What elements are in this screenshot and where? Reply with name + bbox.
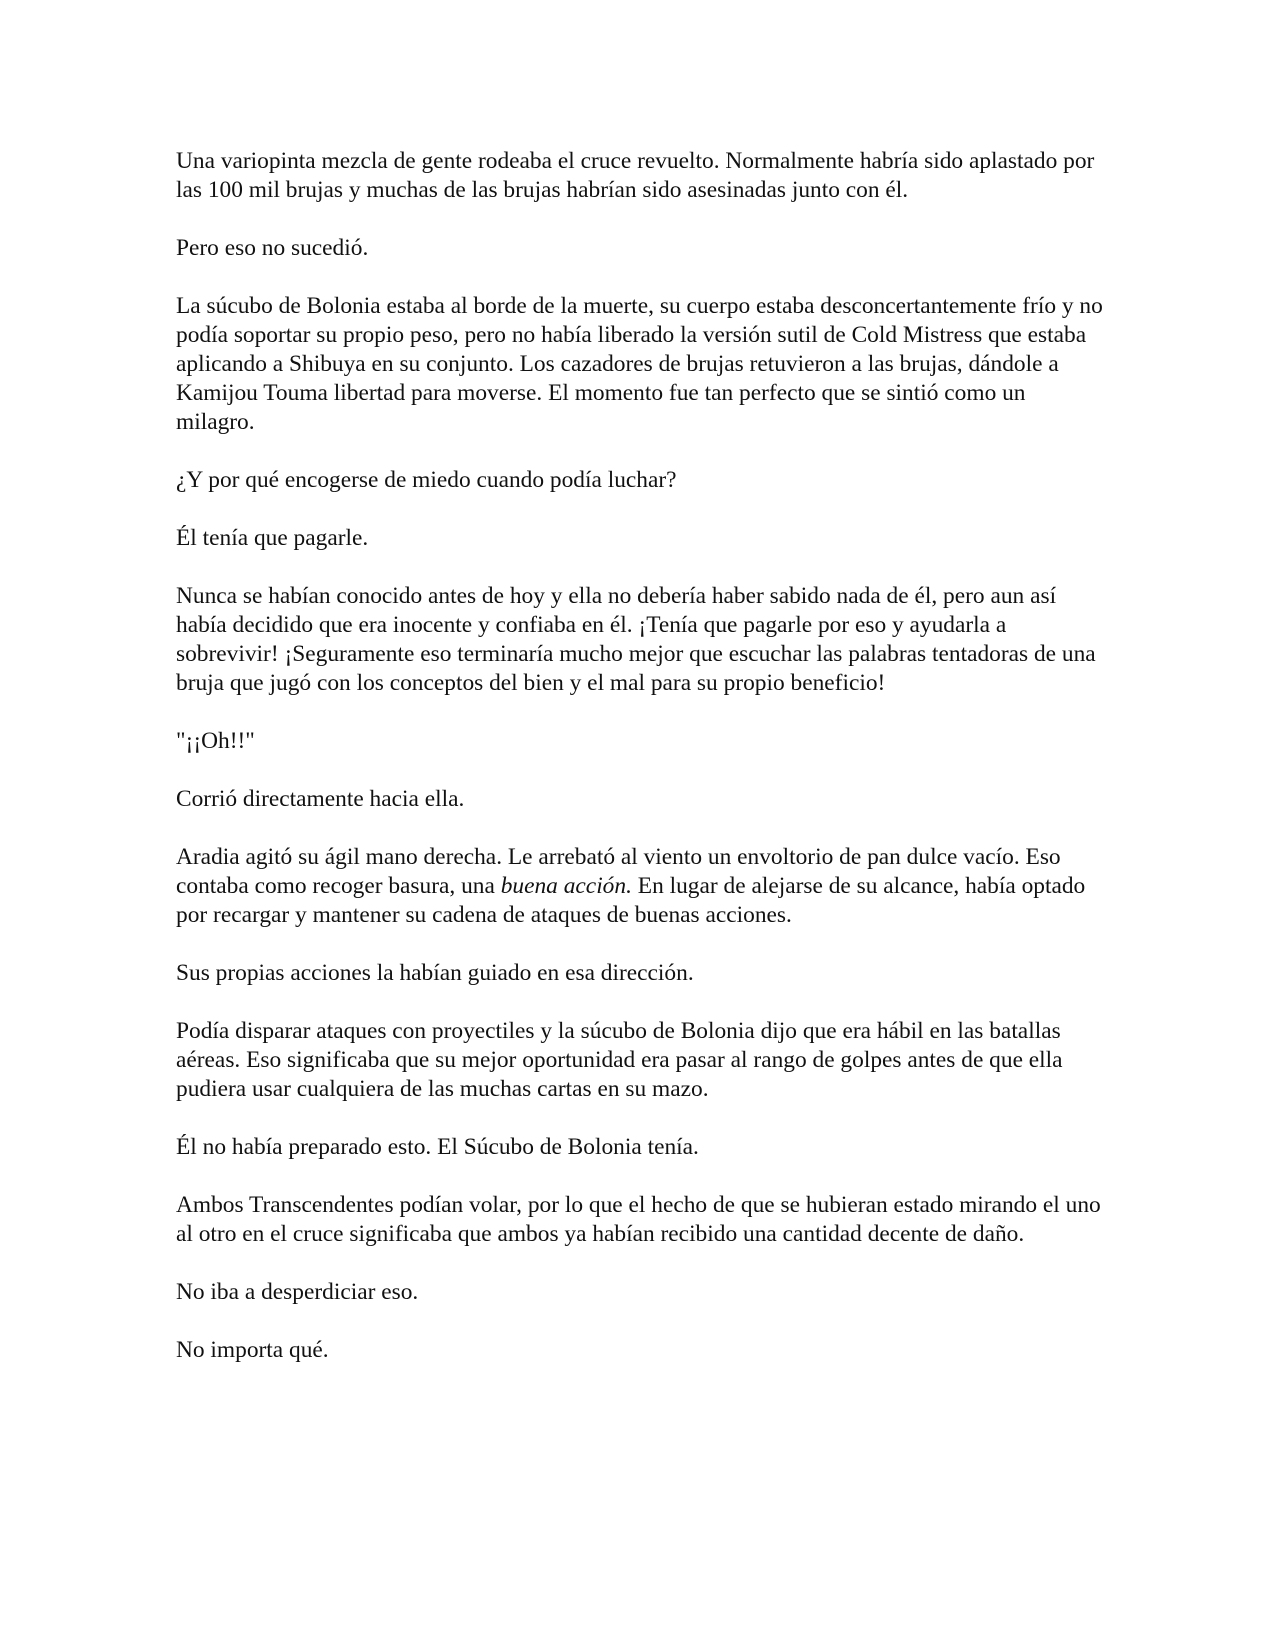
paragraph-6: Nunca se habían conocido antes de hoy y ella no debería haber sabido nada de él, pero aun así había decidido que era inocente y confiaba en él. ¡Tenía que pagarle por eso y ayudarla a sobrevivir! ¡Seguramente eso terminaría mucho mejor que escuchar las palabras tentadoras de una bruja que jugó con los conceptos del bien y el mal para su propio beneficio! — [176, 583, 1096, 696]
paragraph-5: Él tenía que pagarle. — [176, 525, 369, 551]
paragraph-1: Una variopinta mezcla de gente rodeaba el cruce revuelto. Normalmente habría sido aplastado por las 100 mil brujas y muchas de las brujas habrían sido asesinadas junto con él. — [176, 148, 1095, 203]
paragraph-2: Pero eso no sucedió. — [176, 235, 369, 261]
paragraph-8: Corrió directamente hacia ella. — [176, 786, 465, 812]
paragraph-13: Ambos Transcendentes podían volar, por lo que el hecho de que se hubieran estado mirando el uno al otro en el cruce significaba que ambos ya habían recibido una cantidad decente de daño. — [176, 1192, 1101, 1247]
paragraph-9 — [176, 843, 1106, 930]
paragraph-9-text-before: Aradia agitó su ágil mano derecha. Le arrebató al viento un envoltorio de pan dulce vacío. Eso contaba como recoger basura, una — [176, 844, 1061, 899]
paragraph-3: La súcubo de Bolonia estaba al borde de la muerte, su cuerpo estaba desconcertantemente frío y no podía soportar su propio peso, pero no había liberado la versión sutil de Cold Mistress que estaba aplicando a Shibuya en su conjunto. Los cazadores de brujas retuvieron a las brujas, dándole a Kamijou Touma libertad para moverse. El momento fue tan perfecto que se sintió como un milagro. — [176, 293, 1103, 435]
paragraph-10: Sus propias acciones la habían guiado en esa dirección. — [176, 960, 694, 986]
paragraph-15: No importa qué. — [176, 1337, 329, 1363]
paragraph-7: "¡¡Oh!!" — [176, 728, 255, 754]
paragraph-4: ¿Y por qué encogerse de miedo cuando podía luchar? — [176, 467, 677, 493]
paragraph-9-italic: buena acción. — [500, 873, 632, 899]
paragraph-14: No iba a desperdiciar eso. — [176, 1279, 419, 1305]
paragraph-12: Él no había preparado esto. El Súcubo de Bolonia tenía. — [176, 1134, 699, 1160]
document-page — [176, 147, 1106, 1394]
paragraph-9-text-after: En lugar de alejarse de su alcance, había optado por recargar y mantener su cadena de ataques de buenas acciones. — [176, 873, 1086, 928]
paragraph-11: Podía disparar ataques con proyectiles y la súcubo de Bolonia dijo que era hábil en las batallas aéreas. Eso significaba que su mejor oportunidad era pasar al rango de golpes antes de que ella pudiera usar cualquiera de las muchas cartas en su mazo. — [176, 1018, 1063, 1102]
